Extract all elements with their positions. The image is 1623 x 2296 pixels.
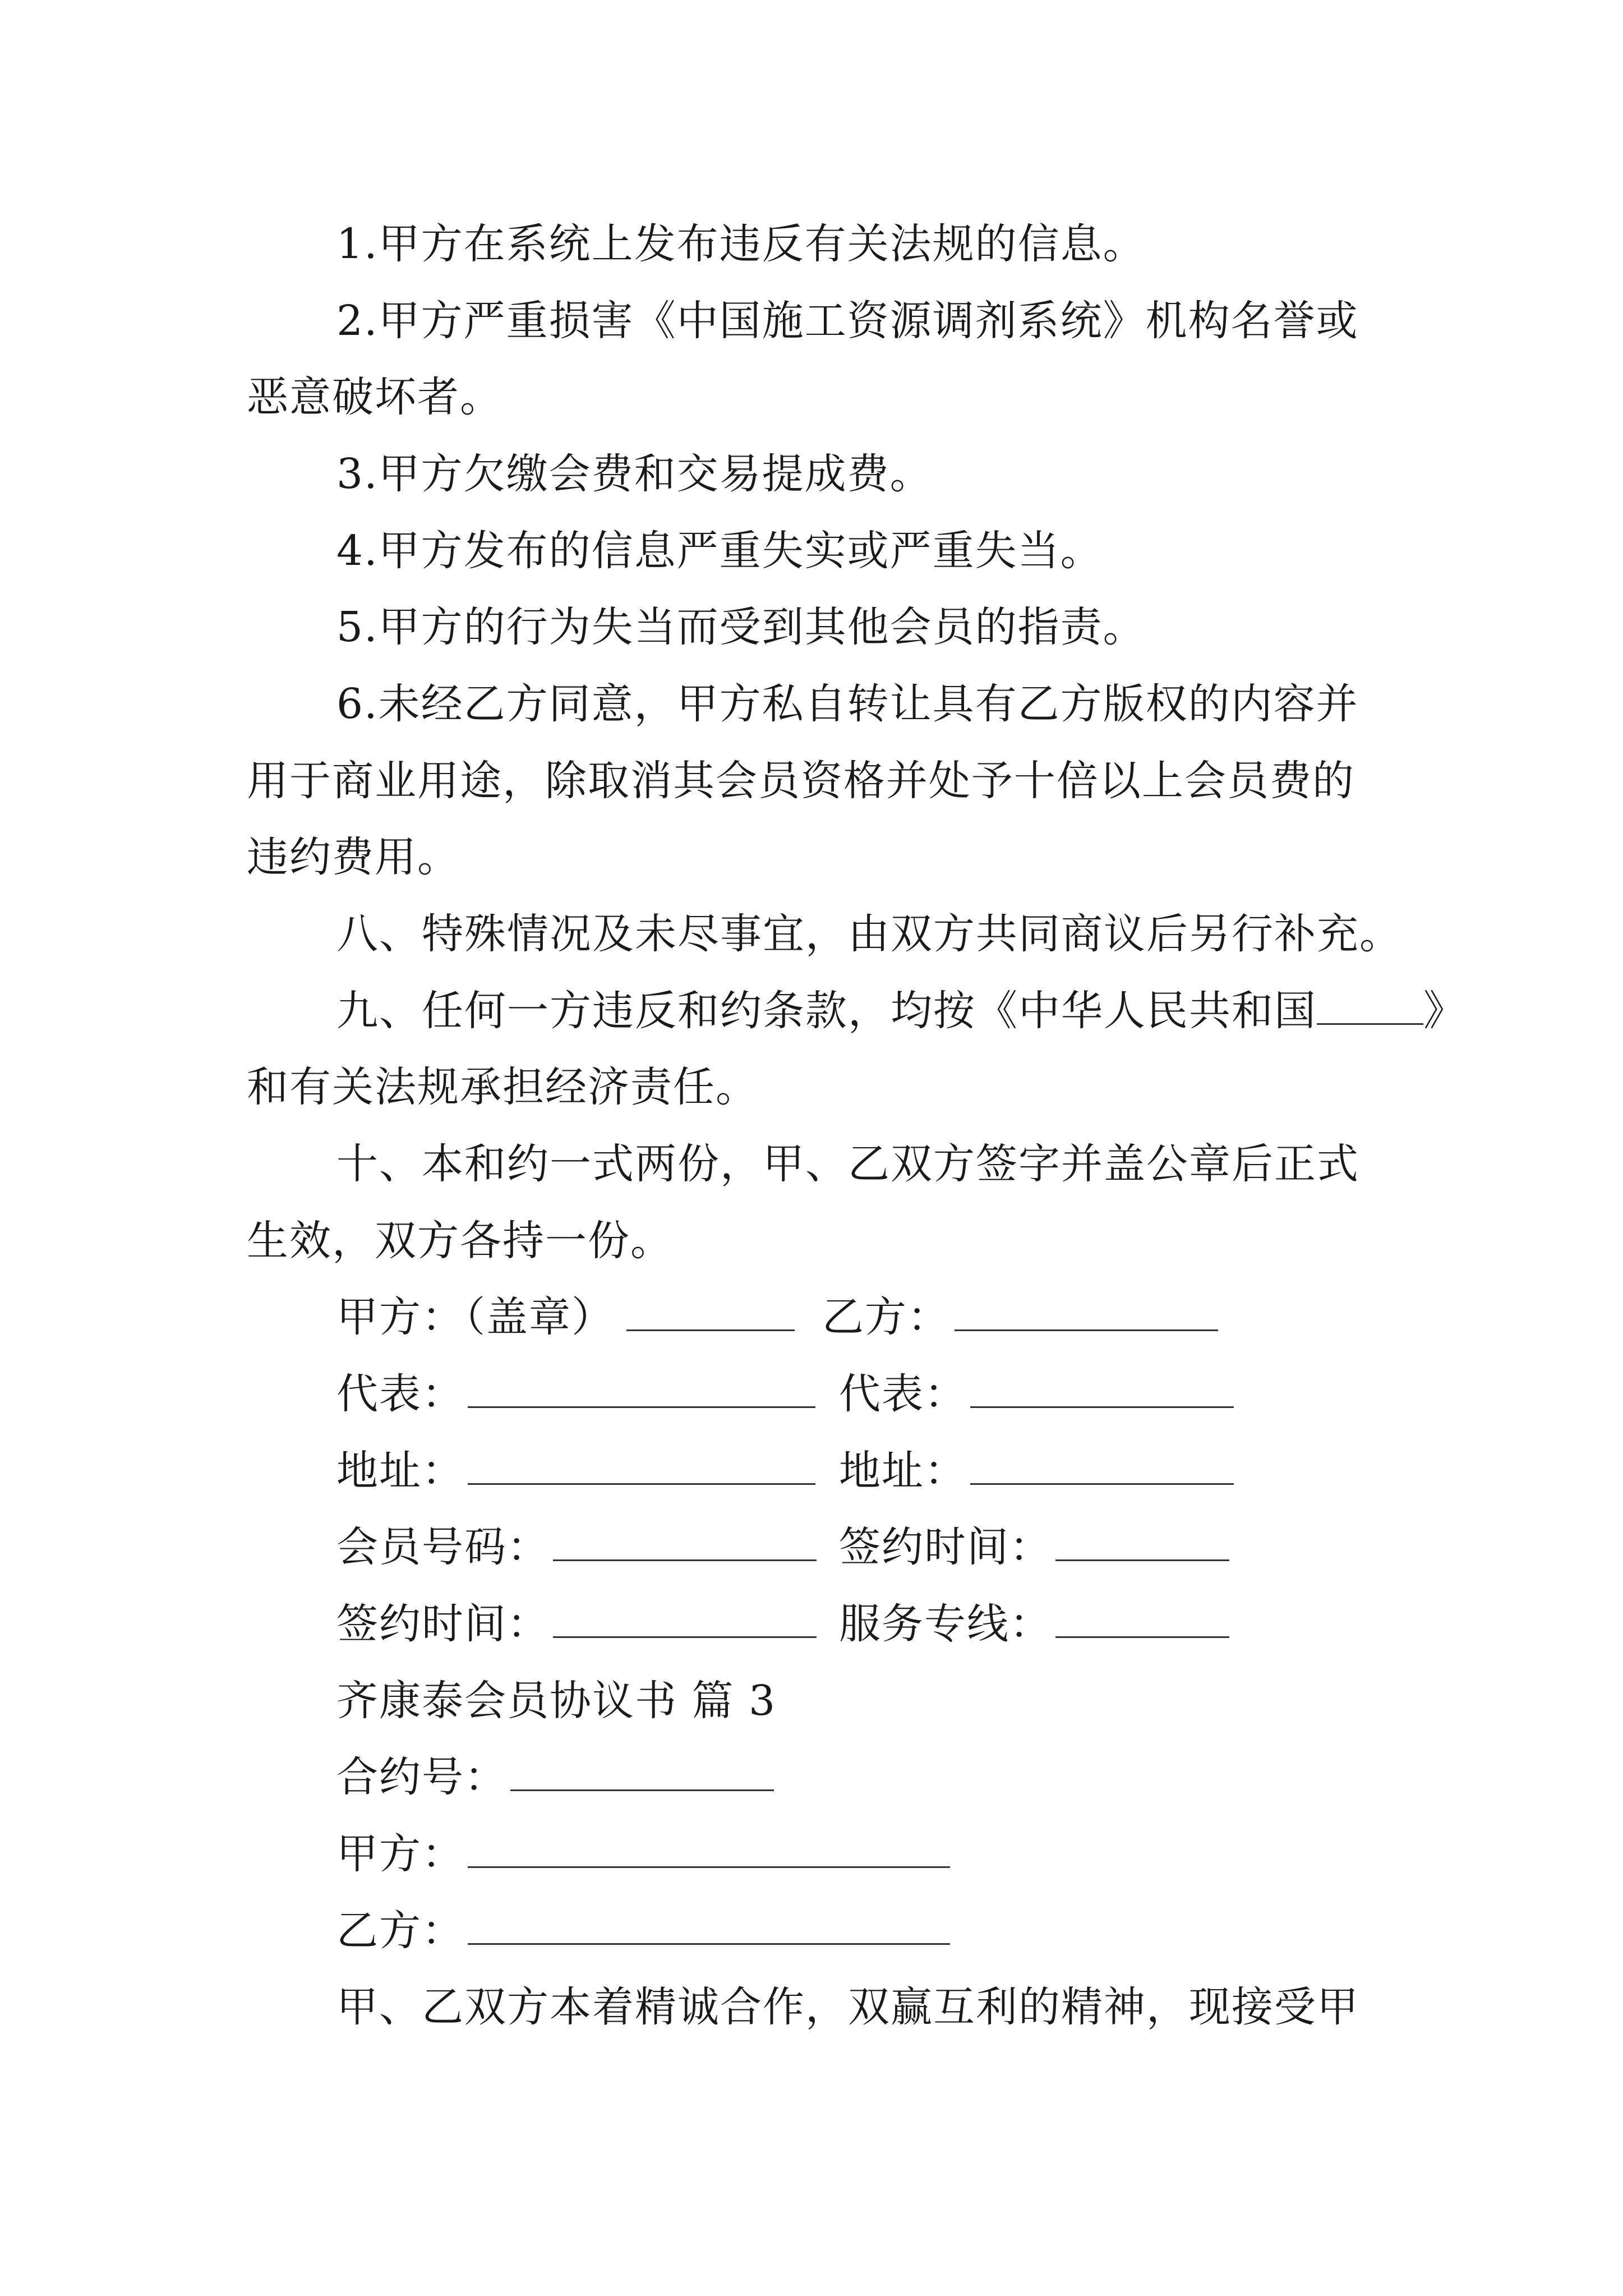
s3-party-b-blank bbox=[468, 1908, 950, 1945]
clause-5: 5.甲方的行为失当而受到其他会员的指责。 bbox=[336, 603, 1146, 651]
addr-b-blank bbox=[970, 1448, 1234, 1485]
party-b-row bbox=[822, 1289, 1218, 1345]
sign-time-a-blank bbox=[553, 1602, 817, 1638]
sign-time-a-label: 签约时间： bbox=[336, 1600, 550, 1648]
article-9-close: 》 bbox=[1423, 987, 1466, 1035]
member-no-blank bbox=[553, 1525, 817, 1561]
party-a-seal-label: 甲方：（盖章） bbox=[336, 1293, 614, 1341]
party-a-seal-blank bbox=[626, 1295, 795, 1331]
s3-party-b-row bbox=[336, 1903, 950, 1959]
clause-3: 3.甲方欠缴会费和交易提成费。 bbox=[336, 450, 933, 498]
clause-6-line-2: 用于商业用途，除取消其会员资格并处予十倍以上会员费的 bbox=[247, 757, 1355, 805]
party-b-label: 乙方： bbox=[822, 1293, 950, 1341]
section-3-intro: 甲、乙双方本着精诚合作，双赢互利的精神，现接受甲 bbox=[336, 1983, 1359, 2031]
sign-time-b-label: 签约时间： bbox=[839, 1523, 1052, 1571]
rep-b-row bbox=[839, 1366, 1234, 1422]
law-name-blank bbox=[1317, 988, 1423, 1025]
rep-a-row bbox=[336, 1366, 815, 1422]
s3-party-b-label: 乙方： bbox=[336, 1907, 464, 1955]
party-b-blank bbox=[955, 1295, 1218, 1331]
sign-time-a-row bbox=[336, 1596, 817, 1652]
contract-no-blank bbox=[510, 1755, 774, 1791]
contract-no-row bbox=[336, 1749, 774, 1805]
addr-b-row bbox=[839, 1443, 1234, 1499]
service-line-row bbox=[839, 1596, 1229, 1652]
sign-time-b-blank bbox=[1055, 1525, 1229, 1561]
article-9-text: 九、任何一方违反和约条款，均按《中华人民共和国 bbox=[336, 987, 1317, 1035]
rep-a-label: 代表： bbox=[336, 1370, 464, 1418]
rep-b-label: 代表： bbox=[839, 1370, 967, 1418]
addr-a-blank bbox=[468, 1448, 815, 1485]
clause-2-line-1: 2.甲方严重损害《中国施工资源调剂系统》机构名誉或 bbox=[336, 297, 1359, 345]
rep-b-blank bbox=[970, 1372, 1234, 1408]
article-10-line-2: 生效，双方各持一份。 bbox=[247, 1217, 673, 1265]
article-9-line-1 bbox=[336, 983, 1466, 1039]
addr-b-label: 地址： bbox=[839, 1447, 967, 1495]
member-no-row bbox=[336, 1519, 817, 1575]
clause-4: 4.甲方发布的信息严重失实或严重失当。 bbox=[336, 527, 1103, 575]
addr-a-row bbox=[336, 1443, 815, 1499]
s3-party-a-blank bbox=[468, 1832, 950, 1868]
article-9-line-2: 和有关法规承担经济责任。 bbox=[247, 1063, 758, 1111]
s3-party-a-row bbox=[336, 1826, 950, 1882]
sign-time-b-row bbox=[839, 1519, 1229, 1575]
service-line-blank bbox=[1055, 1602, 1229, 1638]
member-no-label: 会员号码： bbox=[336, 1523, 550, 1571]
article-8: 八、特殊情况及未尽事宜，由双方共同商议后另行补充。 bbox=[336, 910, 1402, 958]
clause-6-line-3: 违约费用。 bbox=[247, 833, 460, 881]
section-3-title: 齐康泰会员协议书 篇 3 bbox=[336, 1677, 777, 1725]
clause-2-line-2: 恶意破坏者。 bbox=[247, 373, 502, 421]
article-10-line-1: 十、本和约一式两份，甲、乙双方签字并盖公章后正式 bbox=[336, 1140, 1359, 1188]
rep-a-blank bbox=[468, 1372, 815, 1408]
addr-a-label: 地址： bbox=[336, 1447, 464, 1495]
party-a-seal-row bbox=[336, 1289, 795, 1345]
clause-6-line-1: 6.未经乙方同意，甲方私自转让具有乙方版权的内容并 bbox=[336, 680, 1359, 728]
s3-party-a-label: 甲方： bbox=[336, 1830, 464, 1878]
contract-no-label: 合约号： bbox=[336, 1753, 507, 1801]
clause-1: 1.甲方在系统上发布违反有关法规的信息。 bbox=[336, 220, 1146, 268]
service-line-label: 服务专线： bbox=[839, 1600, 1052, 1648]
